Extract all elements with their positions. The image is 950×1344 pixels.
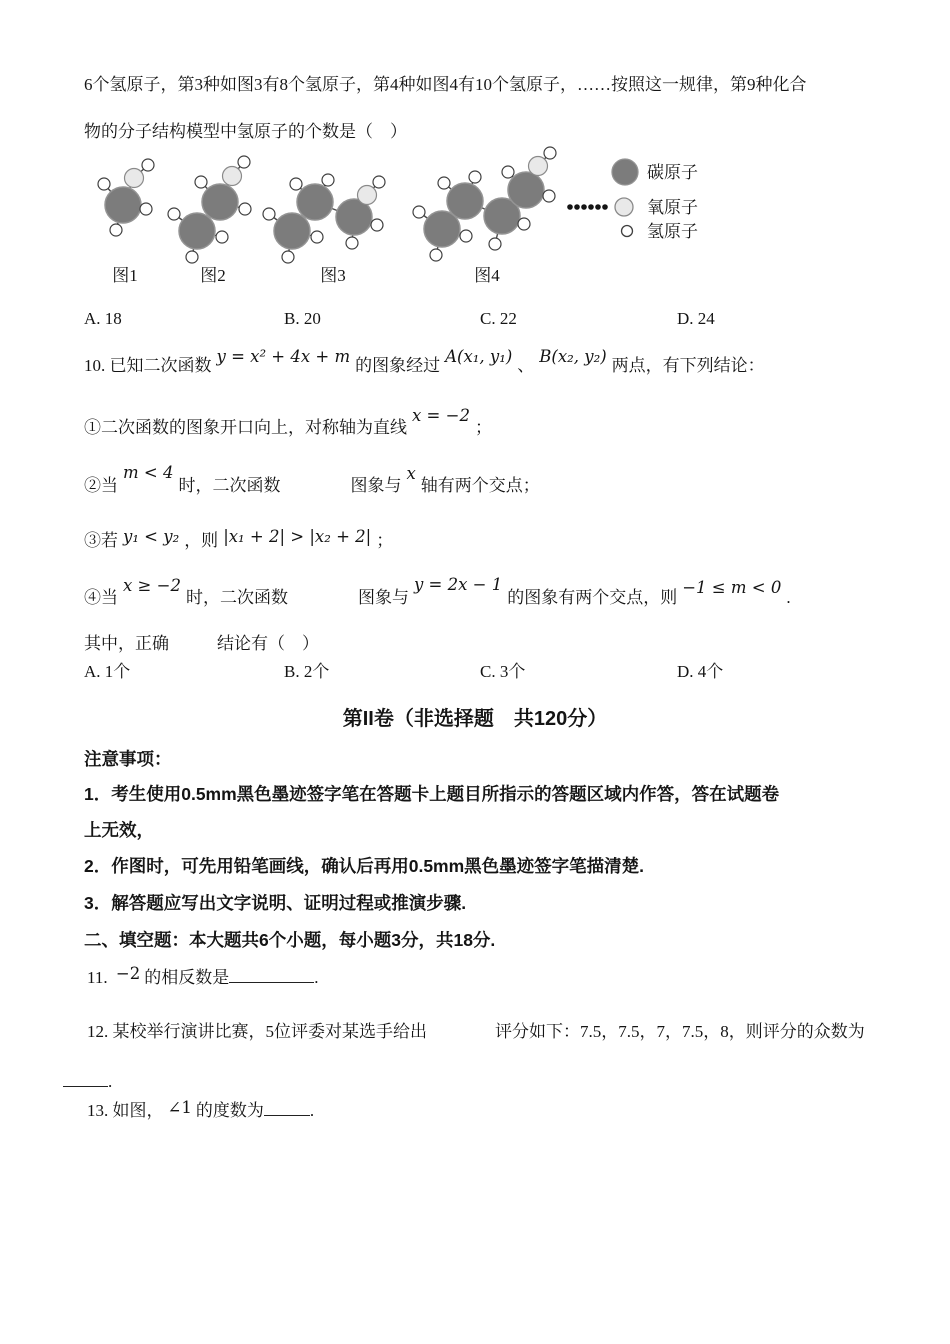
q10-option-d: D. 4个 xyxy=(677,662,724,681)
conclusion-post: 结论有（ ） xyxy=(217,634,319,653)
oxygen-atom xyxy=(529,157,548,176)
q9-option-a: A. 18 xyxy=(84,309,122,328)
q11-end: . xyxy=(314,968,319,987)
q10-option-c: C. 3个 xyxy=(480,662,526,681)
oxygen-atom xyxy=(223,167,242,186)
figure-label: 图1 xyxy=(112,266,138,285)
hydrogen-atom xyxy=(544,147,556,159)
statement3-mid: ，则 xyxy=(184,531,219,550)
hydrogen-atom xyxy=(543,190,555,202)
q10-statement-2 xyxy=(84,463,540,499)
note-3: 3．解答题应写出文字说明、证明过程或推演步骤. xyxy=(84,893,467,913)
q11-number: 11. xyxy=(87,968,112,987)
q13-end: . xyxy=(309,1101,315,1120)
carbon-atom xyxy=(105,187,141,223)
ellipsis-dot xyxy=(595,204,601,210)
q10-prefix: 10. 已知二次函数 xyxy=(84,356,212,375)
question-12-line2 xyxy=(63,1071,112,1095)
q13-number: 13. 如图， xyxy=(87,1101,164,1120)
legend-carbon-swatch xyxy=(612,159,638,185)
question-13 xyxy=(87,1100,314,1124)
q11-formula: −2 xyxy=(115,964,141,983)
hydrogen-atom xyxy=(413,206,425,218)
hydrogen-atom xyxy=(460,230,472,242)
q10-option-a: A. 1个 xyxy=(84,662,131,681)
q12-end: . xyxy=(108,1072,113,1091)
q10-separator: 、 xyxy=(517,356,535,375)
hydrogen-atom xyxy=(263,208,275,220)
statement4-mid3: 的图象有两个交点，则 xyxy=(507,588,678,607)
molecule-figure xyxy=(55,145,890,295)
q9-option-d: D. 24 xyxy=(677,309,715,328)
ellipsis-dot xyxy=(581,204,587,210)
statement2-mid2: 图象与 xyxy=(350,476,402,495)
statement4-formula-line: y = 2x − 1 xyxy=(413,575,503,594)
hydrogen-atom xyxy=(282,251,294,263)
statement4-end: . xyxy=(786,588,791,607)
carbon-atom xyxy=(297,184,333,220)
figure-label: 图4 xyxy=(474,266,500,285)
section2-title: 第II卷（非选择题 共120分） xyxy=(342,708,608,730)
figure-label: 图3 xyxy=(320,266,346,285)
q12-text-a: 12. 某校举行演讲比赛，5位评委对某选手给出 xyxy=(87,1022,427,1041)
hydrogen-atom xyxy=(502,166,514,178)
question-11 xyxy=(87,964,319,991)
ellipsis-dot xyxy=(567,204,573,210)
hydrogen-atom xyxy=(110,224,122,236)
q9-option-b: B. 20 xyxy=(284,309,321,328)
q13-angle-symbol: ∠1 xyxy=(167,1098,192,1117)
ellipsis-dot xyxy=(574,204,580,210)
q13-text: 的度数为 xyxy=(195,1101,264,1120)
carbon-atom xyxy=(202,184,238,220)
hydrogen-atom xyxy=(438,177,450,189)
statement1-text: ①二次函数的图象开口向上，对称轴为直线 xyxy=(84,418,407,437)
statement4-mid2: 图象与 xyxy=(357,588,409,607)
q9-option-c: C. 22 xyxy=(480,309,517,328)
q9-text-line2: 物的分子结构模型中氢原子的个数是（ ） xyxy=(84,122,407,141)
hydrogen-atom xyxy=(98,178,110,190)
ellipsis-dot xyxy=(602,204,608,210)
q9-options-row xyxy=(0,308,950,332)
q10-formula-pointB: B(x₂, y₂) xyxy=(539,347,607,366)
note-1-line2: 上无效， xyxy=(84,820,154,840)
q10-options-row xyxy=(0,661,950,685)
note-1-line1: 1．考生使用0.5mm黑色墨迹签字笔在答题卡上题目所指示的答题区域内作答，答在试题卷 xyxy=(84,784,780,804)
q10-conclusion xyxy=(84,633,319,657)
ellipsis-dot xyxy=(588,204,594,210)
carbon-atom xyxy=(447,183,483,219)
hydrogen-atom xyxy=(373,176,385,188)
statement2-end: 轴有两个交点； xyxy=(420,476,540,495)
carbon-atom xyxy=(508,172,544,208)
q12-answer-blank xyxy=(63,1071,108,1087)
hydrogen-atom xyxy=(168,208,180,220)
q13-answer-blank xyxy=(264,1100,310,1116)
q10-mid: 的图象经过 xyxy=(355,356,441,375)
q12-text-b: 评分如下：7.5，7.5，7，7.5，8，则评分的众数为 xyxy=(495,1022,865,1041)
statement1-formula: x = −2 xyxy=(412,406,470,425)
q10-suffix: 两点，有下列结论： xyxy=(611,356,765,375)
hydrogen-atom xyxy=(469,171,481,183)
hydrogen-atom xyxy=(346,237,358,249)
statement2-formula-m: m < 4 xyxy=(123,463,174,482)
legend-hydrogen-swatch xyxy=(622,226,633,237)
statement3-text: ③若 xyxy=(84,531,118,550)
q10-stem xyxy=(84,347,765,379)
hydrogen-atom xyxy=(311,231,323,243)
statement3-formula-abs: |x₁ + 2| > |x₂ + 2| xyxy=(223,527,372,546)
statement4-text: ④当 xyxy=(84,588,118,607)
q10-statement-4 xyxy=(84,575,791,611)
hydrogen-atom xyxy=(290,178,302,190)
hydrogen-atom xyxy=(186,251,198,263)
legend-oxygen-swatch xyxy=(615,198,633,216)
q10-formula-pointA: A(x₁, y₁) xyxy=(445,347,513,366)
statement2-text: ②当 xyxy=(84,476,118,495)
hydrogen-atom xyxy=(140,203,152,215)
statement4-formula-x: x ≥ −2 xyxy=(123,576,181,595)
hydrogen-atom xyxy=(239,203,251,215)
q10-statement-1 xyxy=(84,406,492,441)
fill-in-section-header: 二、填空题：本大题共6个小题，每小题3分，共18分. xyxy=(84,930,496,950)
question-12-line1 xyxy=(87,1021,865,1045)
q10-formula-quadratic: y = x² + 4x + m xyxy=(216,347,351,366)
hydrogen-atom xyxy=(195,176,207,188)
statement2-formula-x: x xyxy=(406,464,416,483)
statement3-formula-y: y₁ < y₂ xyxy=(123,527,180,546)
hydrogen-atom xyxy=(489,238,501,250)
oxygen-atom xyxy=(125,169,144,188)
q11-text: 的相反数是 xyxy=(144,968,230,987)
statement3-end: ； xyxy=(376,531,394,550)
legend-label: 碳原子 xyxy=(647,163,698,182)
statement1-end: ； xyxy=(474,418,492,437)
figure-label: 图2 xyxy=(200,266,226,285)
note-2: 2．作图时，可先用铅笔画线，确认后再用0.5mm黑色墨迹签字笔描清楚. xyxy=(84,856,645,876)
notes-heading: 注意事项： xyxy=(84,749,172,769)
hydrogen-atom xyxy=(142,159,154,171)
legend-label: 氢原子 xyxy=(647,222,698,241)
hydrogen-atom xyxy=(238,156,250,168)
statement2-mid: 时，二次函数 xyxy=(178,476,281,495)
q10-statement-3 xyxy=(84,527,394,554)
oxygen-atom xyxy=(358,186,377,205)
hydrogen-atom xyxy=(430,249,442,261)
carbon-atom xyxy=(179,213,215,249)
statement4-mid: 时，二次函数 xyxy=(185,588,288,607)
q10-option-b: B. 2个 xyxy=(284,662,330,681)
hydrogen-atom xyxy=(518,218,530,230)
q11-answer-blank xyxy=(229,967,314,983)
hydrogen-atom xyxy=(371,219,383,231)
legend-label: 氧原子 xyxy=(647,198,698,217)
statement4-formula-m: −1 ≤ m < 0 xyxy=(682,578,782,597)
q9-text-line1: 6个氢原子，第3种如图3有8个氢原子，第4种如图4有10个氢原子，……按照这一规律，第9种化合 xyxy=(84,75,807,94)
carbon-atom xyxy=(274,213,310,249)
hydrogen-atom xyxy=(216,231,228,243)
hydrogen-atom xyxy=(322,174,334,186)
conclusion-pre: 其中，正确 xyxy=(84,634,169,653)
